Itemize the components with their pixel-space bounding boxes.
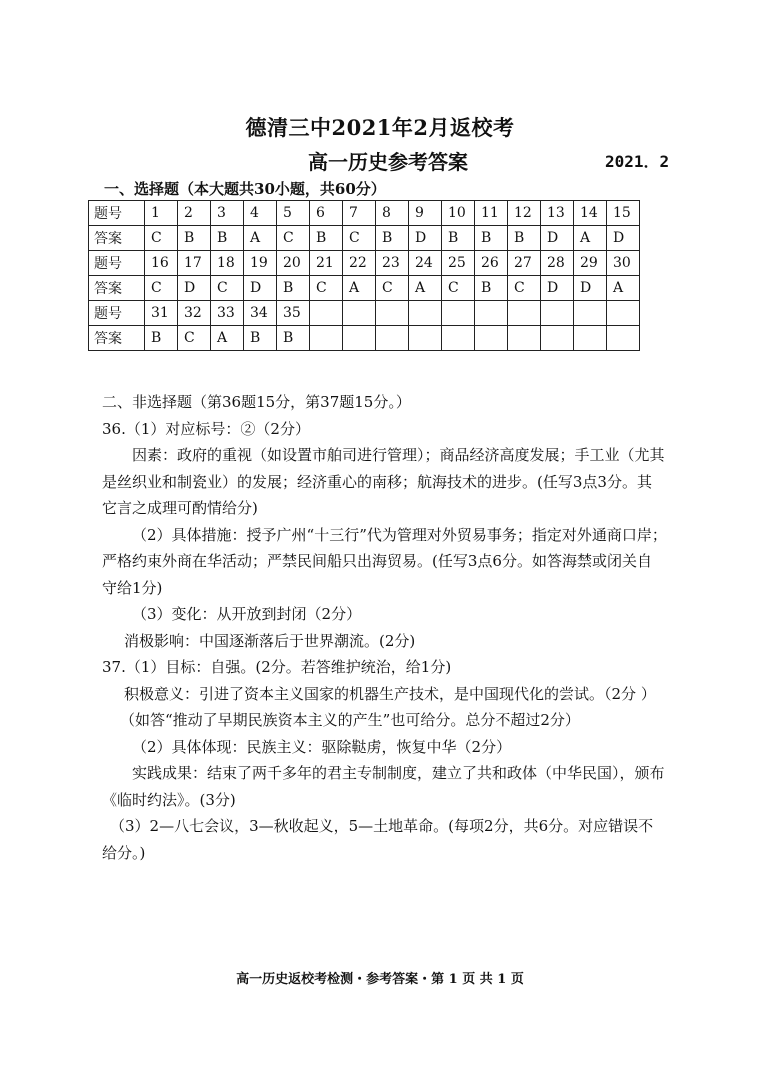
question-number-cell (475, 301, 508, 326)
question-number-cell (409, 301, 442, 326)
answer-row-label: 答案 (89, 326, 145, 351)
question-number-cell: 28 (541, 251, 574, 276)
answer-cell (376, 326, 409, 351)
answer-cell: A (211, 326, 244, 351)
answer-row-label: 答案 (89, 276, 145, 301)
q36-part3: （3）变化：从开放到封闭（2分） (132, 605, 362, 623)
answer-row (89, 276, 640, 301)
question-number-cell (541, 301, 574, 326)
document-subtitle: 高一历史参考答案 (308, 150, 468, 174)
answer-cell: B (475, 226, 508, 251)
answer-cell: C (343, 226, 376, 251)
question-number-row-label: 题号 (89, 201, 145, 226)
q36-factors-line1: 因素：政府的重视（如设置市舶司进行管理）；商品经济高度发展；手工业（尤其 (132, 446, 665, 464)
answer-cell: C (508, 276, 541, 301)
question-number-cell: 27 (508, 251, 541, 276)
answer-cell: D (409, 226, 442, 251)
question-number-cell: 10 (442, 201, 475, 226)
section2 (102, 389, 682, 866)
answer-cell (508, 326, 541, 351)
q37-significance: 积极意义：引进了资本主义国家的机器生产技术，是中国现代化的尝试。（2分 ） (124, 684, 656, 703)
question-number-cell: 1 (145, 201, 178, 226)
answer-cell: D (574, 276, 607, 301)
question-number-cell: 5 (277, 201, 310, 226)
question-number-cell: 30 (607, 251, 640, 276)
answer-cell: B (277, 276, 310, 301)
question-number-cell: 3 (211, 201, 244, 226)
answer-cell: B (442, 226, 475, 251)
question-number-cell: 6 (310, 201, 343, 226)
answer-cell (475, 326, 508, 351)
q36-factors-line2: 是丝织业和制瓷业）的发展；经济重心的南移；航海技术的进步。(任写3点3分。其 (102, 472, 652, 491)
q36-part2-line2: 严格约束外商在华活动；严禁民间船只出海贸易。(任写3点6分。如答海禁或闭关自 (102, 552, 652, 570)
q37-results-line2: 《临时约法》。(3分) (102, 790, 236, 809)
q37-part1: 37.（1）目标：自强。(2分。若答维护统治，给1分) (102, 658, 452, 676)
answer-cell: D (607, 226, 640, 251)
page-footer: 高一历史返校考检测・参考答案・第 1 页 共 1 页 (236, 972, 524, 987)
answer-cell: C (178, 326, 211, 351)
question-number-cell: 26 (475, 251, 508, 276)
question-number-cell (310, 301, 343, 326)
answer-cell: C (376, 276, 409, 301)
answer-cell: A (343, 276, 376, 301)
question-number-cell: 35 (277, 301, 310, 326)
answer-cell (607, 326, 640, 351)
question-number-cell: 31 (145, 301, 178, 326)
answer-cell (343, 326, 376, 351)
question-number-row-label: 题号 (89, 251, 145, 276)
question-number-cell: 33 (211, 301, 244, 326)
answer-row-label: 答案 (89, 226, 145, 251)
question-number-row (89, 201, 640, 226)
document-title: 德清三中2021年2月返校考 (245, 115, 515, 140)
answer-cell: A (574, 226, 607, 251)
q37-part2: （2）具体体现：民族主义：驱除鞑虏，恢复中华（2分） (132, 737, 512, 756)
answer-cell: B (508, 226, 541, 251)
answer-cell (541, 326, 574, 351)
answer-cell: A (409, 276, 442, 301)
answer-cell: C (277, 226, 310, 251)
q37-part3-line2: 给分。) (102, 843, 146, 862)
answer-cell: B (145, 326, 178, 351)
answer-cell: C (145, 276, 178, 301)
question-number-cell (442, 301, 475, 326)
q36-negative-impact: 消极影响：中国逐渐落后于世界潮流。(2分) (124, 631, 416, 650)
answer-row (89, 226, 640, 251)
question-number-cell: 18 (211, 251, 244, 276)
question-number-row-label: 题号 (89, 301, 145, 326)
question-number-cell: 34 (244, 301, 277, 326)
answer-row (89, 326, 640, 351)
question-number-cell (574, 301, 607, 326)
answer-cell: B (244, 326, 277, 351)
answer-cell: C (145, 226, 178, 251)
answer-cell (409, 326, 442, 351)
answer-cell (310, 326, 343, 351)
q36-part2-line3: 守给1分) (102, 578, 163, 597)
answer-cell (574, 326, 607, 351)
question-number-cell: 11 (475, 201, 508, 226)
answer-cell: B (178, 226, 211, 251)
answer-cell: B (310, 226, 343, 251)
question-number-cell: 23 (376, 251, 409, 276)
question-number-cell: 20 (277, 251, 310, 276)
answer-cell: C (442, 276, 475, 301)
question-number-cell: 19 (244, 251, 277, 276)
question-number-cell: 12 (508, 201, 541, 226)
answer-cell: A (244, 226, 277, 251)
answer-cell: A (607, 276, 640, 301)
section2-heading: 二、非选择题（第36题15分，第37题15分。） (102, 393, 411, 411)
question-number-cell: 14 (574, 201, 607, 226)
question-number-row (89, 251, 640, 276)
answer-cell: C (211, 276, 244, 301)
question-number-cell: 9 (409, 201, 442, 226)
question-number-cell (376, 301, 409, 326)
question-number-cell (607, 301, 640, 326)
answer-cell: D (244, 276, 277, 301)
q37-alt-answer: （如答“推动了早期民族资本主义的产生”也可给分。总分不超过2分） (120, 711, 580, 729)
answer-table (88, 200, 640, 351)
q37-part3-line1: （3）2—八七会议，3—秋收起义，5—土地革命。(每项2分，共6分。对应错误不 (110, 817, 654, 835)
answer-cell: C (310, 276, 343, 301)
question-number-cell: 15 (607, 201, 640, 226)
question-number-cell: 17 (178, 251, 211, 276)
q36-part1: 36.（1）对应标号：②（2分） (102, 419, 310, 438)
section1-heading: 一、选择题（本大题共30小题，共60分） (104, 180, 386, 198)
answer-cell: B (475, 276, 508, 301)
question-number-cell: 4 (244, 201, 277, 226)
question-number-cell: 21 (310, 251, 343, 276)
question-number-cell (343, 301, 376, 326)
document-date: 2021．2 (605, 152, 670, 171)
question-number-cell: 25 (442, 251, 475, 276)
answer-cell: B (376, 226, 409, 251)
question-number-cell: 7 (343, 201, 376, 226)
q37-results-line1: 实践成果：结束了两千多年的君主专制制度，建立了共和政体（中华民国），颁布 (132, 764, 665, 782)
question-number-row (89, 301, 640, 326)
question-number-cell: 32 (178, 301, 211, 326)
answer-cell (442, 326, 475, 351)
answer-cell: D (541, 226, 574, 251)
answer-cell: D (541, 276, 574, 301)
answer-cell: B (211, 226, 244, 251)
question-number-cell: 24 (409, 251, 442, 276)
question-number-cell: 2 (178, 201, 211, 226)
answer-cell: D (178, 276, 211, 301)
q36-factors-line3: 它言之成理可酌情给分) (102, 499, 258, 517)
question-number-cell: 16 (145, 251, 178, 276)
question-number-cell: 13 (541, 201, 574, 226)
answer-cell: B (277, 326, 310, 351)
question-number-cell: 8 (376, 201, 409, 226)
question-number-cell (508, 301, 541, 326)
q36-part2-line1: （2）具体措施：授予广州“十三行”代为管理对外贸易事务；指定对外通商口岸； (132, 525, 667, 544)
question-number-cell: 29 (574, 251, 607, 276)
question-number-cell: 22 (343, 251, 376, 276)
